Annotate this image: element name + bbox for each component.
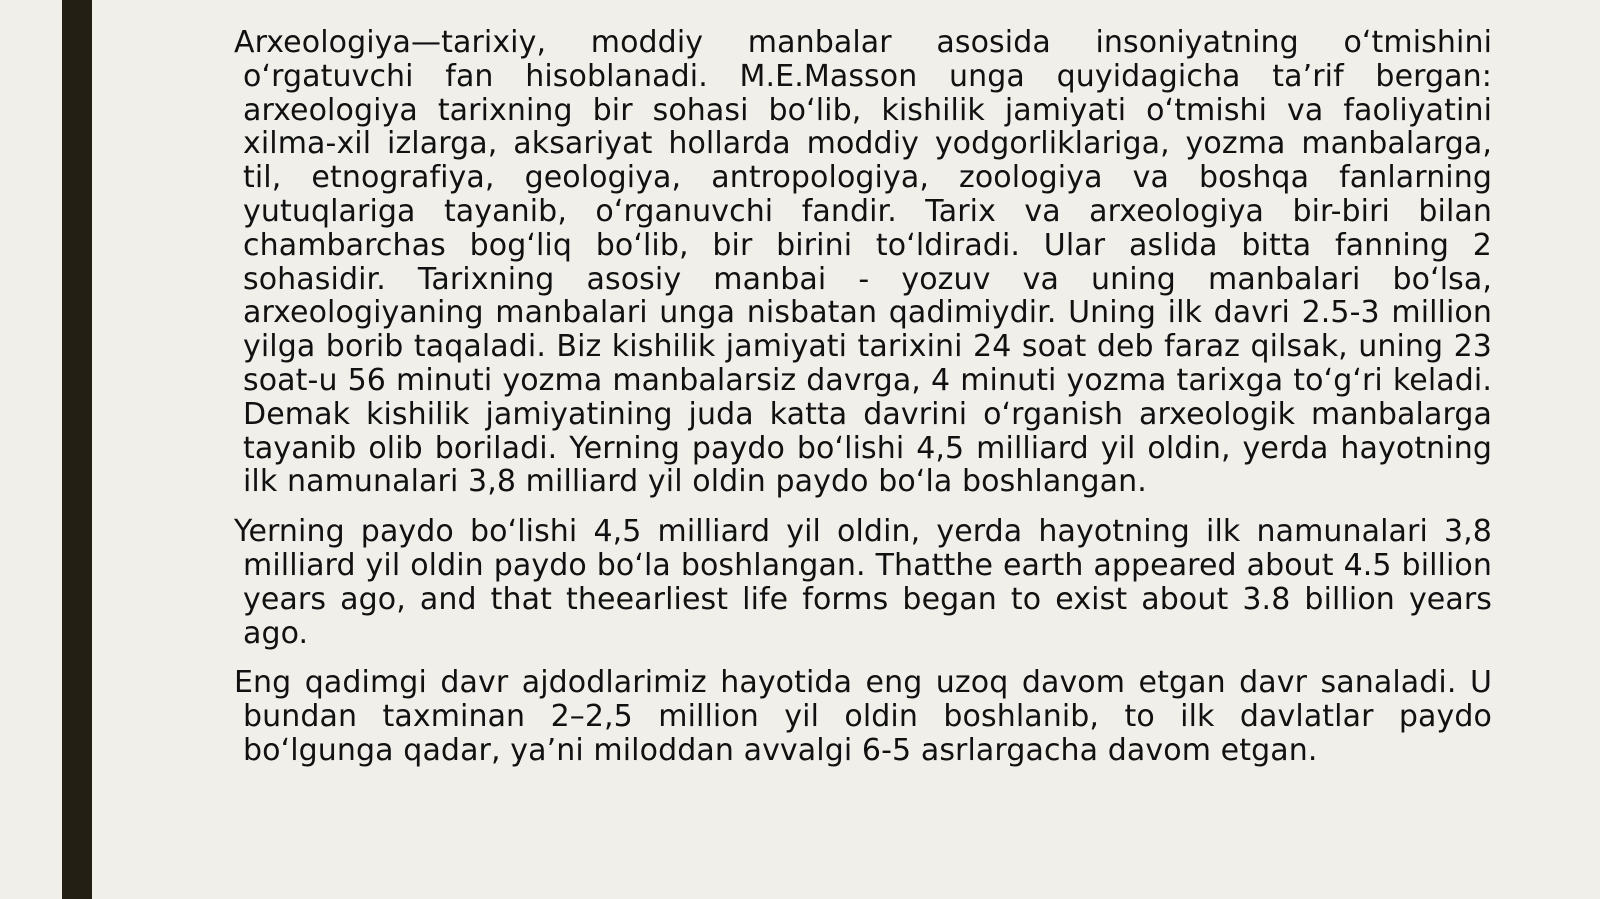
paragraph-earth-origin: Yerning paydo boʻlishi 4,5 milliard yil oldin, yerda hayotning ilk namunalari 3,8 milliard yil oldin paydo boʻla boshlangan. Thatthe earth appeared about 4.5 billion years ago, and that theearliest life forms began to exist about 3.8 billion years ago.	[234, 514, 1492, 651]
slide-body	[234, 26, 1492, 784]
paragraph-ancient-period: Eng qadimgi davr ajdodlarimiz hayotida eng uzoq davom etgan davr sanaladi. U bundan taxminan 2–2,5 million yil oldin boshlanib, to ilk davlatlar paydo boʻlgunga qadar, yaʼni miloddan avvalgi 6-5 asrlargacha davom etgan.	[234, 665, 1492, 768]
accent-bar	[62, 0, 92, 899]
paragraph-archaeology-definition: Arxeologiya—tarixiy, moddiy manbalar asosida insoniyatning oʻtmishini oʻrgatuvchi fan hisoblanadi. M.E.Masson unga quyidagicha taʼrif bergan: arxeologiya tarixning bir sohasi boʻlib, kishilik jamiyati oʻtmishi va faoliyatini xilma-xil izlarga, aksariyat hollarda moddiy yodgorliklariga, yozma manbalarga, til, etnografiya, geologiya, antropologiya, zoologiya va boshqa fanlarning yutuqlariga tayanib, oʻrganuvchi fandir. Tarix va arxeologiya bir-biri bilan chambarchas bogʻliq boʻlib, bir birini toʻldiradi. Ular aslida bitta fanning 2 sohasidir. Tarixning asosiy manbai - yozuv va uning manbalari boʻlsa, arxeologiyaning manbalari unga nisbatan qadimiydir. Uning ilk davri 2.5-3 million yilga borib taqaladi. Biz kishilik jamiyati tarixini 24 soat deb faraz qilsak, uning 23 soat-u 56 minuti yozma manbalarsiz davrga, 4 minuti yozma tarixga toʻgʻri keladi. Demak kishilik jamiyatining juda katta davrini oʻrganish arxeologik manbalarga tayanib olib boriladi. Yerning paydo boʻlishi 4,5 milliard yil oldin, yerda hayotning ilk namunalari 3,8 milliard yil oldin paydo boʻla boshlangan.	[234, 25, 1492, 500]
